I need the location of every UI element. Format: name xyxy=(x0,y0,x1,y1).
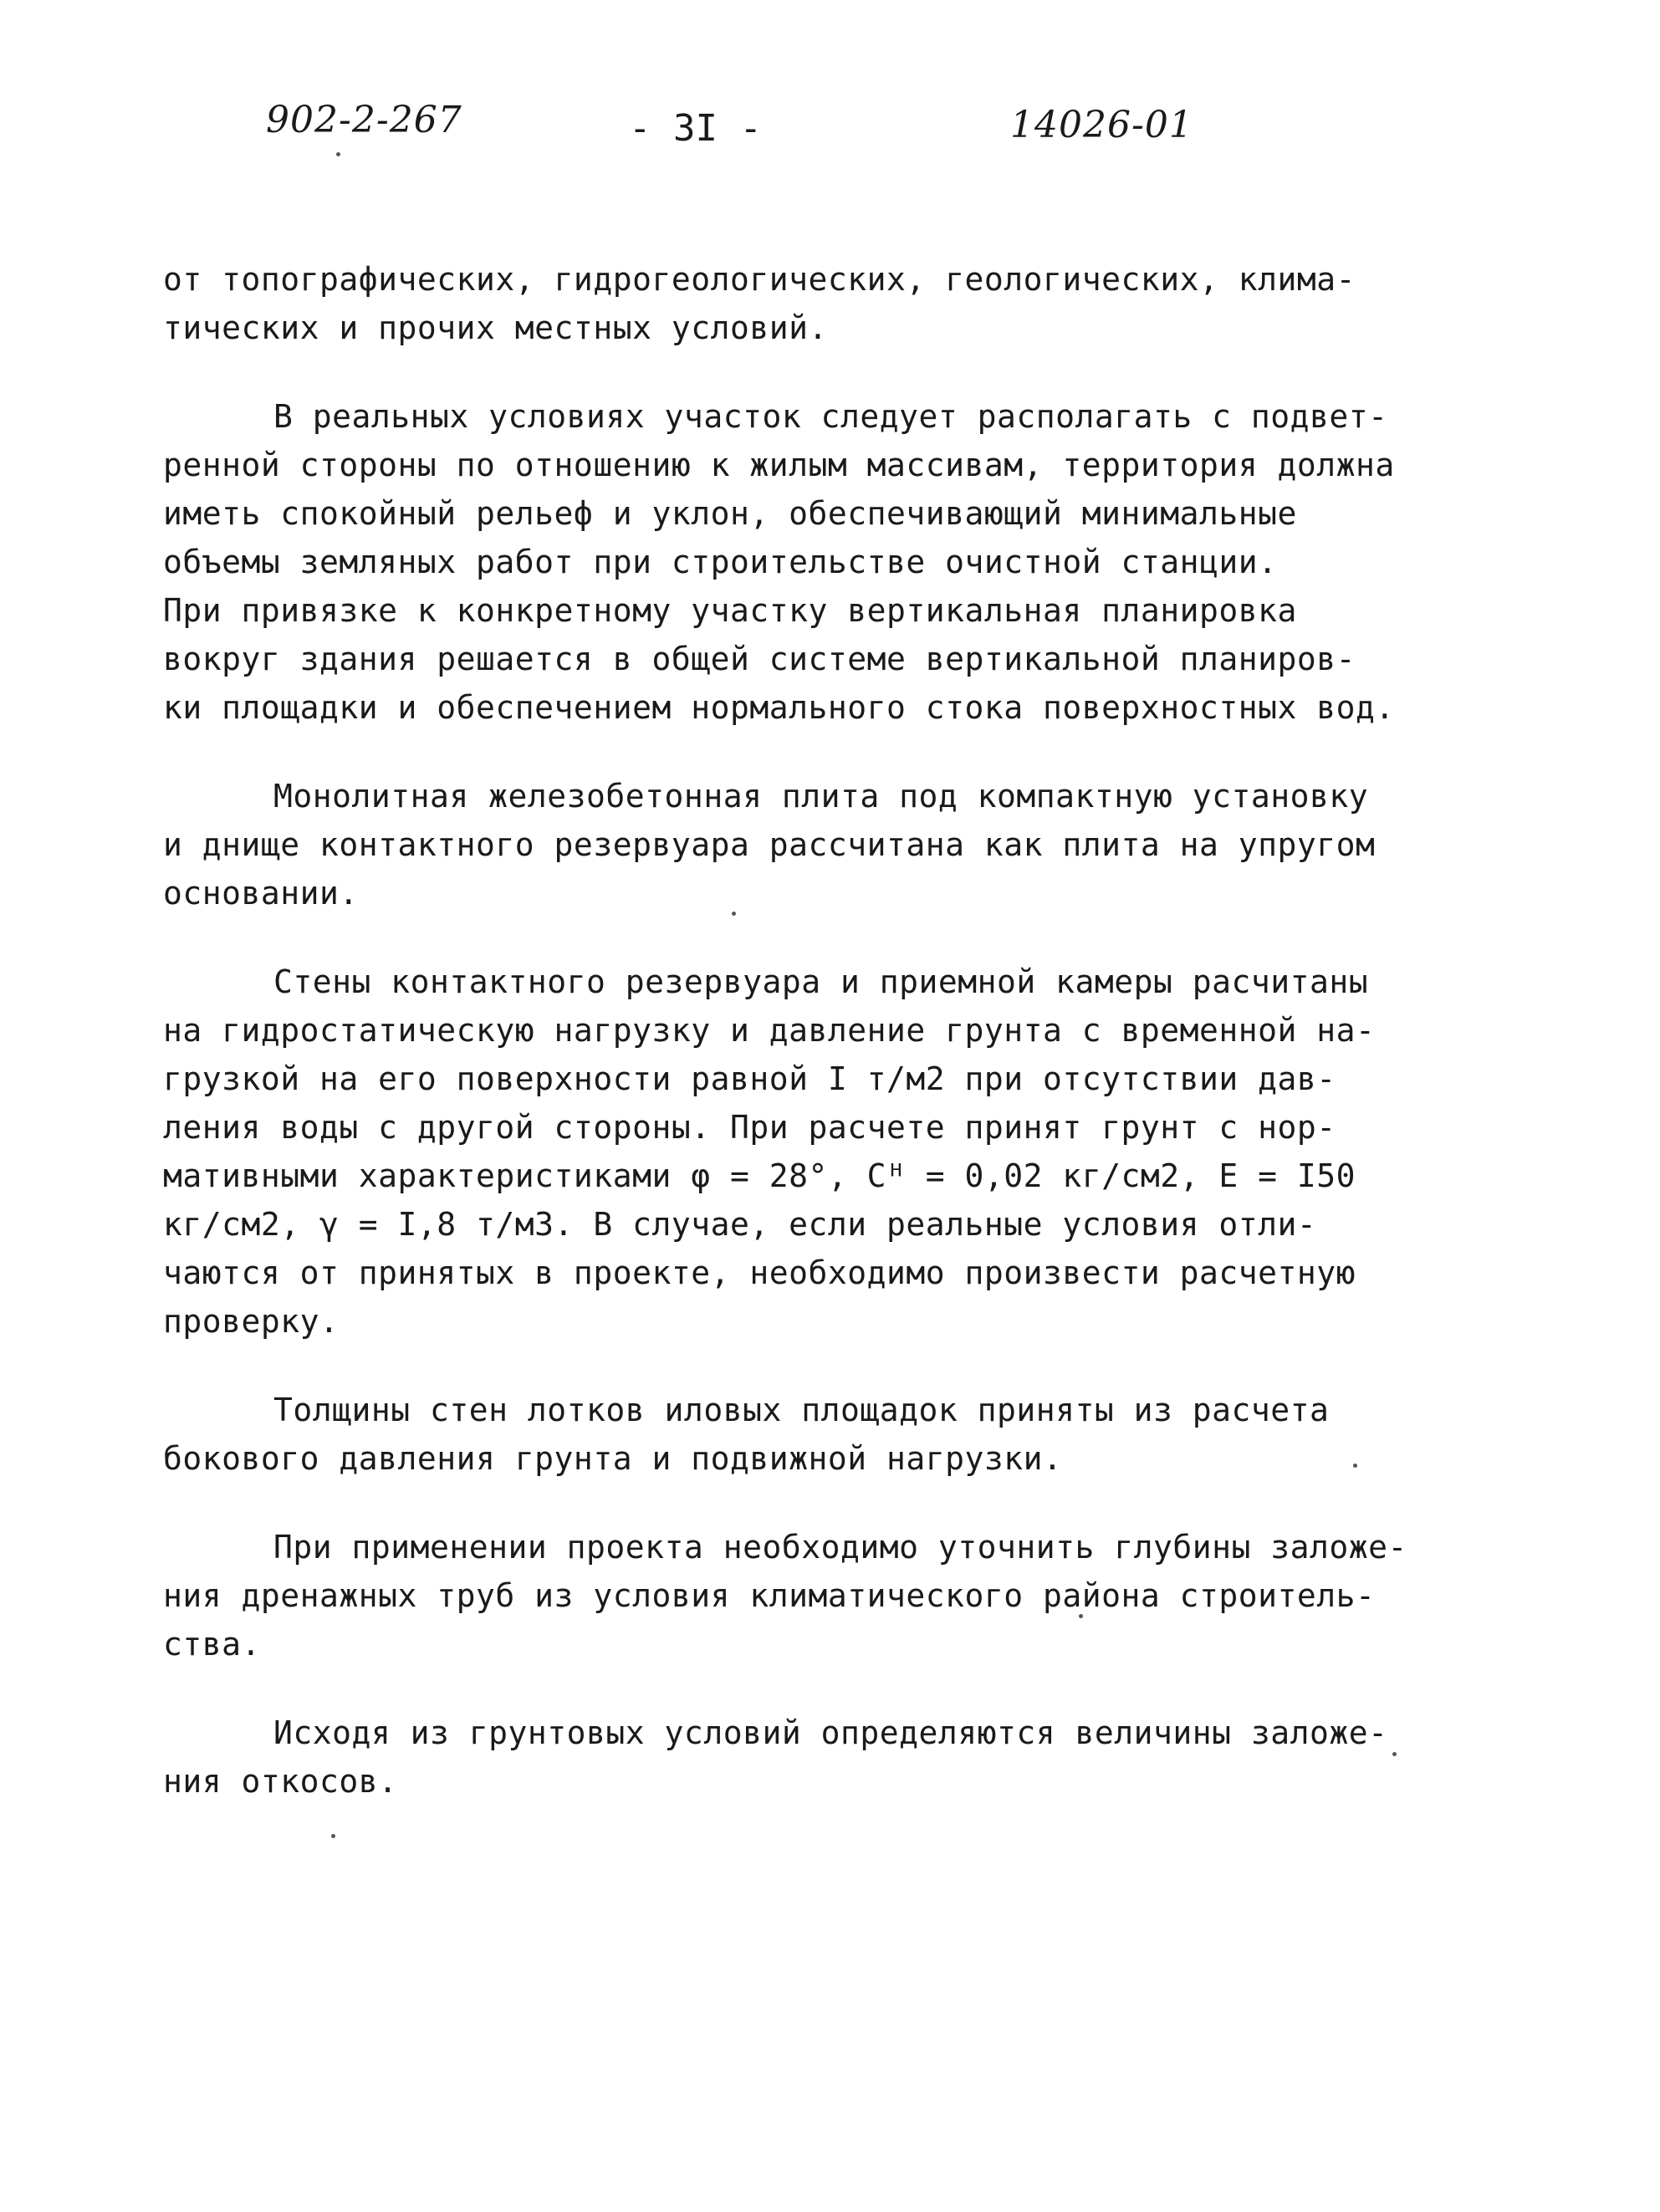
document-code: 902-2-267 xyxy=(266,99,462,141)
text-line: чаются от принятых в проекте, необходимо произвести расчетную xyxy=(163,1254,1356,1291)
text-line: бокового давления грунта и подвижной нагрузки. xyxy=(163,1440,1063,1477)
text-line: При привязке к конкретному участку вертикальная планировка xyxy=(163,592,1297,629)
text-line: проверку. xyxy=(163,1303,340,1340)
text-line: Монолитная железобетонная плита под компактную установку xyxy=(273,778,1369,815)
scan-speck xyxy=(1392,1752,1397,1756)
text-line: грузкой на его поверхности равной I т/м2 при отсутствии дав- xyxy=(163,1060,1336,1097)
text-line: тических и прочих местных условий. xyxy=(163,309,828,346)
text-line: ства. xyxy=(163,1626,261,1663)
scan-speck xyxy=(1353,1464,1357,1468)
paragraph-6 xyxy=(163,1523,1468,1668)
paragraph-3 xyxy=(163,772,1468,917)
text-line: Толщины стен лотков иловых площадок приняты из расчета xyxy=(273,1392,1330,1428)
scan-speck xyxy=(331,1834,335,1838)
text-line: Стены контактного резервуара и приемной камеры расчитаны xyxy=(273,963,1369,1000)
text-line: При применении проекта необходимо уточнить глубины заложе- xyxy=(273,1529,1407,1566)
paragraph-1 xyxy=(163,255,1468,352)
text-line: вокруг здания решается в общей системе вертикальной планиров- xyxy=(163,641,1356,677)
text-line: Исходя из грунтовых условий определяются величины заложе- xyxy=(273,1714,1388,1751)
text-line: ния дренажных труб из условия климатического района строитель- xyxy=(163,1577,1376,1614)
text-line: на гидростатическую нагрузку и давление грунта с временной на- xyxy=(163,1012,1376,1049)
sheet-code: 14026-01 xyxy=(1010,104,1193,146)
scan-speck xyxy=(1079,1614,1083,1618)
text-line: мативными характеристиками φ = 28°, Cᴴ = 0,02 кг/см2, E = I50 xyxy=(163,1157,1356,1194)
text-line: кг/см2, γ = I,8 т/м3. В случае, если реальные условия отли- xyxy=(163,1206,1317,1243)
page-number: - 3I - xyxy=(629,107,762,150)
paragraph-5 xyxy=(163,1386,1468,1483)
text-line: объемы земляных работ при строительстве очистной станции. xyxy=(163,544,1278,580)
text-line: иметь спокойный рельеф и уклон, обеспечивающий минимальные xyxy=(163,495,1297,532)
scan-speck xyxy=(732,912,736,916)
paragraph-4 xyxy=(163,958,1468,1346)
text-line: ренной стороны по отношению к жилым массивам, территория должна xyxy=(163,447,1395,483)
paragraph-7 xyxy=(163,1709,1468,1806)
text-line: основании. xyxy=(163,875,359,912)
paragraph-2 xyxy=(163,392,1468,732)
text-line: ния откосов. xyxy=(163,1763,398,1800)
text-line: ления воды с другой стороны. При расчете принят грунт с нор- xyxy=(163,1109,1336,1146)
text-line: от топографических, гидрогеологических, геологических, клима- xyxy=(163,261,1356,298)
text-line: ки площадки и обеспечением нормального стока поверхностных вод. xyxy=(163,689,1395,726)
scan-speck xyxy=(336,152,340,156)
document-body xyxy=(163,255,1468,1846)
text-line: В реальных условиях участок следует располагать с подвет- xyxy=(273,398,1388,435)
text-line: и днище контактного резервуара рассчитана как плита на упругом xyxy=(163,826,1376,863)
